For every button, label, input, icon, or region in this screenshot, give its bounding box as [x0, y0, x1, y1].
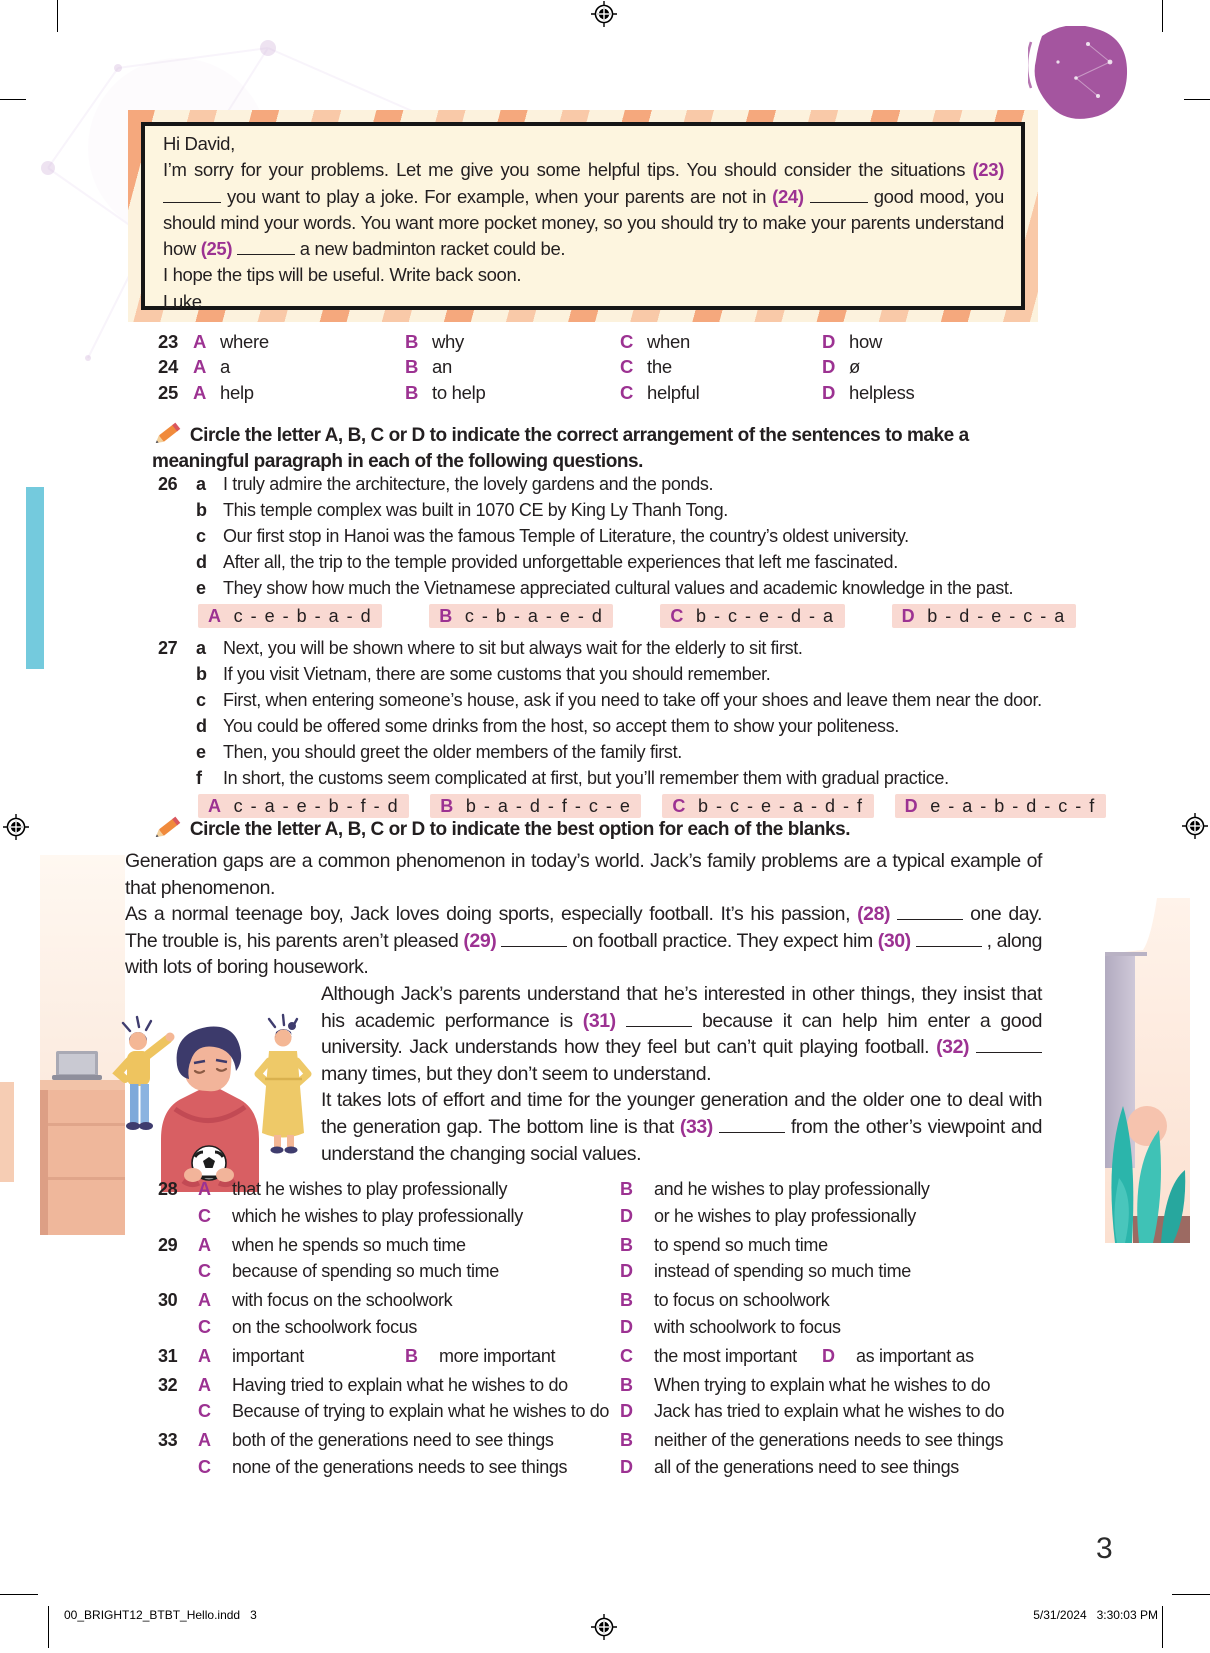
option-letter: A	[198, 1290, 211, 1310]
option-letter: B	[620, 1290, 633, 1310]
blank-number: (33)	[679, 1115, 713, 1138]
sentence-letter: d	[196, 552, 207, 572]
option-text: ø	[849, 356, 861, 378]
crop-mark	[1162, 1606, 1163, 1648]
letter-greeting: Hi David,	[163, 133, 235, 154]
option-text: to focus on schoolwork	[654, 1290, 830, 1310]
option-letter: A	[208, 605, 221, 626]
option	[620, 380, 822, 405]
sentence-letter: d	[196, 716, 207, 736]
sentence-letter: b	[196, 664, 207, 684]
option-text: when he spends so much time	[232, 1234, 466, 1255]
option-letter: B	[405, 331, 419, 352]
crop-mark	[1172, 1594, 1210, 1595]
sentence-text: Next, you will be shown where to sit but always wait for the elderly to sit first.	[223, 638, 803, 658]
question-number	[125, 497, 196, 523]
option	[193, 354, 405, 379]
question-number: 27	[158, 638, 178, 658]
option-text: instead of spending so much time	[654, 1261, 911, 1281]
blank-number: (28)	[857, 903, 891, 926]
question-number	[125, 549, 196, 575]
option-text: as important as	[856, 1345, 974, 1366]
option-text: all of the generations need to see things	[654, 1456, 959, 1477]
answer-blank	[626, 1024, 692, 1027]
question-number: 28	[158, 1179, 178, 1199]
option-letter: C	[198, 1456, 211, 1477]
sentence-text: If you visit Vietnam, there are some customs that you should remember.	[223, 664, 771, 684]
sentence-row	[125, 713, 1055, 739]
option-letter: D	[620, 1261, 633, 1281]
option-letter: C	[198, 1401, 211, 1421]
answer-blank	[719, 1130, 785, 1133]
option-text: b - d - e - c - a	[927, 605, 1066, 626]
option-text: e - a - b - d - c - f	[930, 795, 1096, 816]
option	[620, 354, 822, 379]
blank-question	[125, 1427, 1065, 1480]
question-number	[125, 765, 196, 791]
sentence-letter: a	[196, 638, 206, 658]
option-letter: A	[198, 1234, 211, 1255]
option-text: more important	[439, 1345, 556, 1366]
option-letter: B	[620, 1374, 633, 1395]
registration-mark-right	[1182, 813, 1208, 839]
option-letter: B	[405, 381, 419, 403]
option-text: because of spending so much time	[232, 1261, 499, 1281]
blank-number: (29)	[463, 929, 497, 952]
option-text: where	[220, 331, 269, 352]
question-number: 33	[158, 1430, 178, 1450]
option-text: c - a - e - b - f - d	[233, 795, 400, 816]
answer-pill	[892, 604, 1076, 628]
option-text: a	[220, 356, 230, 378]
sentence-letter: e	[196, 578, 206, 598]
sentence-row	[125, 739, 1055, 765]
registration-mark-left	[3, 814, 29, 840]
sentence-text: After all, the trip to the temple provided unforgettable experiences that left me fascinated.	[223, 552, 898, 572]
sentence-row	[125, 635, 1055, 661]
question-row	[125, 1454, 1065, 1481]
answer-blank	[501, 944, 567, 947]
answer-blank	[916, 944, 982, 947]
option-text: the	[647, 356, 672, 378]
sentence-row	[125, 765, 1055, 791]
option-text: b - c - e - d - a	[696, 605, 835, 626]
furniture-edge-decoration	[0, 1082, 14, 1182]
option-letter: D	[904, 795, 918, 816]
crop-mark	[48, 1606, 49, 1648]
purple-blob-decoration	[1028, 26, 1128, 119]
option	[620, 329, 822, 354]
question-number	[125, 739, 196, 765]
option-text: with focus on the schoolwork	[232, 1290, 453, 1310]
question-row	[125, 1176, 1065, 1203]
sentence-text: First, when entering someone’s house, ask if you need to take off your shoes and leave them near the door.	[223, 690, 1042, 710]
option-letter: D	[901, 605, 915, 626]
mcq-block	[125, 329, 1040, 405]
option-letter: A	[198, 1430, 211, 1450]
letter-inner	[141, 122, 1025, 310]
family-argument-illustration	[107, 1011, 312, 1192]
option	[405, 354, 620, 379]
option-text: that he wishes to play professionally	[232, 1179, 508, 1199]
option-text: why	[432, 331, 464, 352]
sentence-letter: c	[196, 690, 206, 710]
option-letter: A	[198, 1179, 211, 1199]
option-letter: D	[822, 331, 836, 352]
option-text: which he wishes to play professionally	[232, 1205, 523, 1226]
option-letter: C	[620, 1345, 633, 1366]
option-text: or he wishes to play professionally	[654, 1205, 916, 1226]
option-letter: B	[620, 1179, 633, 1199]
sentence-text: I truly admire the architecture, the lovely gardens and the ponds.	[223, 474, 714, 494]
option-text: helpless	[849, 381, 915, 403]
option-letter: C	[198, 1316, 211, 1337]
crop-mark	[0, 99, 26, 100]
answer-blank	[976, 1050, 1042, 1053]
answer-pill	[429, 604, 613, 628]
sentence-row	[125, 661, 1055, 687]
blank-number: (32)	[936, 1036, 970, 1059]
question-number	[125, 1314, 198, 1341]
option-letter: C	[670, 605, 684, 626]
option-letter: B	[405, 356, 419, 378]
sentence-letter: c	[196, 526, 206, 546]
option-letter: C	[620, 381, 634, 403]
blank-question	[125, 1176, 1065, 1229]
option-text: to spend so much time	[654, 1234, 828, 1255]
sentence-text: Then, you should greet the older members of the family first.	[223, 742, 682, 762]
question-number: 24	[158, 356, 178, 378]
blank-question	[125, 1343, 1065, 1370]
sentence-text: This temple complex was built in 1070 CE by King Ly Thanh Tong.	[223, 500, 728, 520]
option-letter: C	[620, 331, 634, 352]
option-text: c - e - b - a - d	[233, 605, 373, 626]
option	[193, 380, 405, 405]
option-text: when	[647, 331, 691, 352]
option-text: and he wishes to play professionally	[654, 1179, 930, 1199]
question-number	[125, 1258, 198, 1285]
answer-blank	[237, 252, 295, 255]
option-letter: A	[193, 381, 207, 403]
registration-mark-top	[591, 1, 617, 27]
question-number	[125, 1398, 198, 1425]
question-number: 31	[158, 1345, 178, 1366]
option-letter: D	[620, 1456, 633, 1477]
option	[405, 380, 620, 405]
letter-signature: Luke	[163, 290, 202, 312]
option-letter: C	[620, 356, 634, 378]
blank-number: (31)	[582, 1009, 616, 1032]
option-text: the most important	[654, 1345, 797, 1366]
question-row	[125, 1232, 1065, 1259]
blank-number: (23)	[972, 159, 1004, 181]
option-text: help	[220, 381, 254, 403]
sentence-letter: a	[196, 474, 206, 494]
option-text: how	[849, 331, 883, 352]
option-text: b - a - d - f - c - e	[465, 795, 632, 816]
sentence-text: Our first stop in Hanoi was the famous Temple of Literature, the country’s oldest university.	[223, 526, 909, 546]
option-letter: A	[198, 1345, 211, 1366]
option	[822, 380, 1040, 405]
option-letter: D	[620, 1205, 633, 1226]
option-text: helpful	[647, 381, 700, 403]
option-letter: B	[405, 1345, 418, 1366]
answer-blank	[897, 917, 963, 920]
instruction-blanks: Circle the letter A, B, C or D to indicate the best option for each of the blanks.	[152, 815, 1057, 843]
answer-pill	[198, 604, 382, 628]
question-row	[125, 380, 1040, 405]
arrangement-question	[125, 471, 1066, 628]
crop-mark	[1184, 99, 1210, 100]
option-text: Having tried to explain what he wishes to do	[232, 1374, 568, 1395]
option-text: Jack has tried to explain what he wishes to do	[654, 1401, 1005, 1421]
question-number	[125, 1203, 198, 1230]
mother-figure	[258, 1015, 308, 1154]
question-number	[125, 523, 196, 549]
question-number	[125, 687, 196, 713]
question-row	[125, 1314, 1065, 1341]
option-text: an	[432, 356, 452, 378]
arrangement-block	[125, 471, 1096, 825]
sentence-row	[125, 549, 1055, 575]
option-letter: D	[822, 381, 836, 403]
sentence-text: They show how much the Vietnamese appreciated cultural values and academic knowledge in the past.	[223, 578, 1014, 598]
question-number: 25	[158, 381, 178, 403]
question-row	[125, 1398, 1065, 1425]
question-number	[125, 1454, 198, 1481]
passage-paragraph: It takes lots of effort and time for the younger generation and the older one to deal with the generation gap. The bottom line is that (33) from the other’s viewpoint and understand the changing social values.	[321, 1089, 1043, 1165]
blank-number: (30)	[877, 929, 911, 952]
question-row	[125, 354, 1040, 379]
question-row	[125, 1258, 1065, 1285]
option-letter: B	[620, 1234, 633, 1255]
pencil-icon	[152, 421, 185, 447]
pencil-icon	[152, 815, 185, 841]
question-number: 32	[158, 1374, 178, 1395]
father-figure	[118, 1017, 175, 1130]
passage-paragraph: Generation gaps are a common phenomenon in today’s world. Jack’s family problems are a typical example of that phenomenon.	[125, 850, 1042, 899]
blank-number: (24)	[772, 185, 804, 207]
boy-figure	[161, 1026, 259, 1191]
letter-closing: I hope the tips will be useful. Write back soon.	[163, 264, 522, 286]
crop-mark	[0, 1594, 38, 1595]
option-text: to help	[432, 381, 486, 403]
question-row	[125, 1427, 1065, 1454]
passage	[125, 848, 1042, 1196]
option-letter: A	[193, 331, 207, 352]
option-text: c - b - a - e - d	[464, 605, 604, 626]
sentence-row	[125, 575, 1055, 601]
question-number: 30	[158, 1290, 178, 1310]
question-number: 23	[158, 331, 178, 352]
option	[405, 329, 620, 354]
option-text: neither of the generations needs to see things	[654, 1430, 1004, 1450]
sentence-text: You could be offered some drinks from the host, so accept them to show your politeness.	[223, 716, 899, 736]
registration-mark-bottom	[591, 1614, 617, 1640]
blank-questions-block	[125, 1176, 1065, 1483]
letter-body: I’m sorry for your problems. Let me give you some helpful tips. You should consider the situations (23) you want to play a joke. For example, when your parents are not in (24) good mood, you should mind your words. You want more pocket money, so you should try to make your parents understand how (25) a new badminton racket could be.	[163, 159, 1004, 260]
option-letter: B	[440, 795, 453, 816]
option-letter: D	[822, 1345, 835, 1366]
option-text: none of the generations needs to see things	[232, 1456, 568, 1477]
sentence-letter: e	[196, 742, 206, 762]
question-row	[125, 1343, 1065, 1370]
sentence-text: In short, the customs seem complicated at first, but you’ll remember them with gradual practice.	[223, 768, 949, 788]
option-text: Because of trying to explain what he wishes to do	[232, 1401, 610, 1421]
option-letter: A	[208, 795, 221, 816]
question-number: 29	[158, 1234, 178, 1255]
option-text: b - c - e - a - d - f	[698, 795, 864, 816]
question-number	[125, 661, 196, 687]
passage-paragraph: Although Jack’s parents understand that he’s interested in other things, they insist that his academic performance is (31) because it can help him enter a good university. Jack understands how they feel but can’t quit playing football. (32) many times, but they don’t seem to understand.	[321, 982, 1042, 1085]
option-letter: C	[198, 1205, 211, 1226]
question-number	[125, 575, 196, 601]
instruction-arrangement: Circle the letter A, B, C or D to indicate the correct arrangement of the sentences to make a meaningful paragraph in each of the following questions.	[152, 421, 1057, 475]
option-letter: C	[198, 1261, 211, 1281]
option-text: both of the generations need to see things	[232, 1430, 554, 1450]
option-letter: B	[439, 605, 452, 626]
option-letter: D	[620, 1401, 633, 1421]
footer-filename: 00_BRIGHT12_BTBT_Hello.indd 3	[64, 1608, 257, 1622]
option-letter: C	[672, 795, 686, 816]
passage-paragraph: As a normal teenage boy, Jack loves doing sports, especially football. It’s his passion, (28) one day. The trouble is, his parents aren’t pleased (29) on football practice. They expect him (30) , along with lots of boring housework.	[125, 903, 1043, 979]
teal-sidebar-decoration	[26, 487, 44, 669]
sentence-row	[125, 471, 1055, 497]
crop-mark	[1162, 0, 1163, 32]
wall-plant-illustration	[1105, 898, 1190, 1243]
question-row	[125, 1203, 1065, 1230]
blank-number: (25)	[200, 238, 233, 260]
answer-blank	[163, 200, 221, 203]
question-row	[125, 1372, 1065, 1399]
sentence-row	[125, 687, 1055, 713]
question-number: 26	[158, 474, 178, 494]
option	[822, 329, 1040, 354]
footer-timestamp: 5/31/2024 3:30:03 PM	[1033, 1608, 1158, 1622]
answer-options-row	[198, 604, 1066, 628]
answer-pill	[660, 604, 844, 628]
option-text: When trying to explain what he wishes to do	[654, 1374, 991, 1395]
option-text: with schoolwork to focus	[654, 1316, 841, 1337]
option-letter: D	[822, 356, 836, 378]
answer-blank	[810, 200, 868, 203]
option-letter: D	[620, 1316, 633, 1337]
sentence-row	[125, 497, 1055, 523]
option-text: on the schoolwork focus	[232, 1316, 418, 1337]
option-letter: B	[620, 1430, 633, 1450]
blank-question	[125, 1287, 1065, 1340]
question-row	[125, 329, 1040, 354]
question-number	[125, 713, 196, 739]
option-text: important	[232, 1345, 304, 1366]
option-letter: A	[198, 1374, 211, 1395]
sentence-letter: f	[196, 768, 202, 788]
sentence-row	[125, 523, 1055, 549]
question-row	[125, 1287, 1065, 1314]
sentence-letter: b	[196, 500, 207, 520]
blank-question	[125, 1372, 1065, 1425]
option-letter: A	[193, 356, 207, 378]
arrangement-question	[125, 635, 1096, 818]
option	[193, 329, 405, 354]
option	[822, 354, 1040, 379]
blank-question	[125, 1232, 1065, 1285]
page-number: 3	[1096, 1532, 1113, 1565]
letter-box	[128, 110, 1038, 322]
